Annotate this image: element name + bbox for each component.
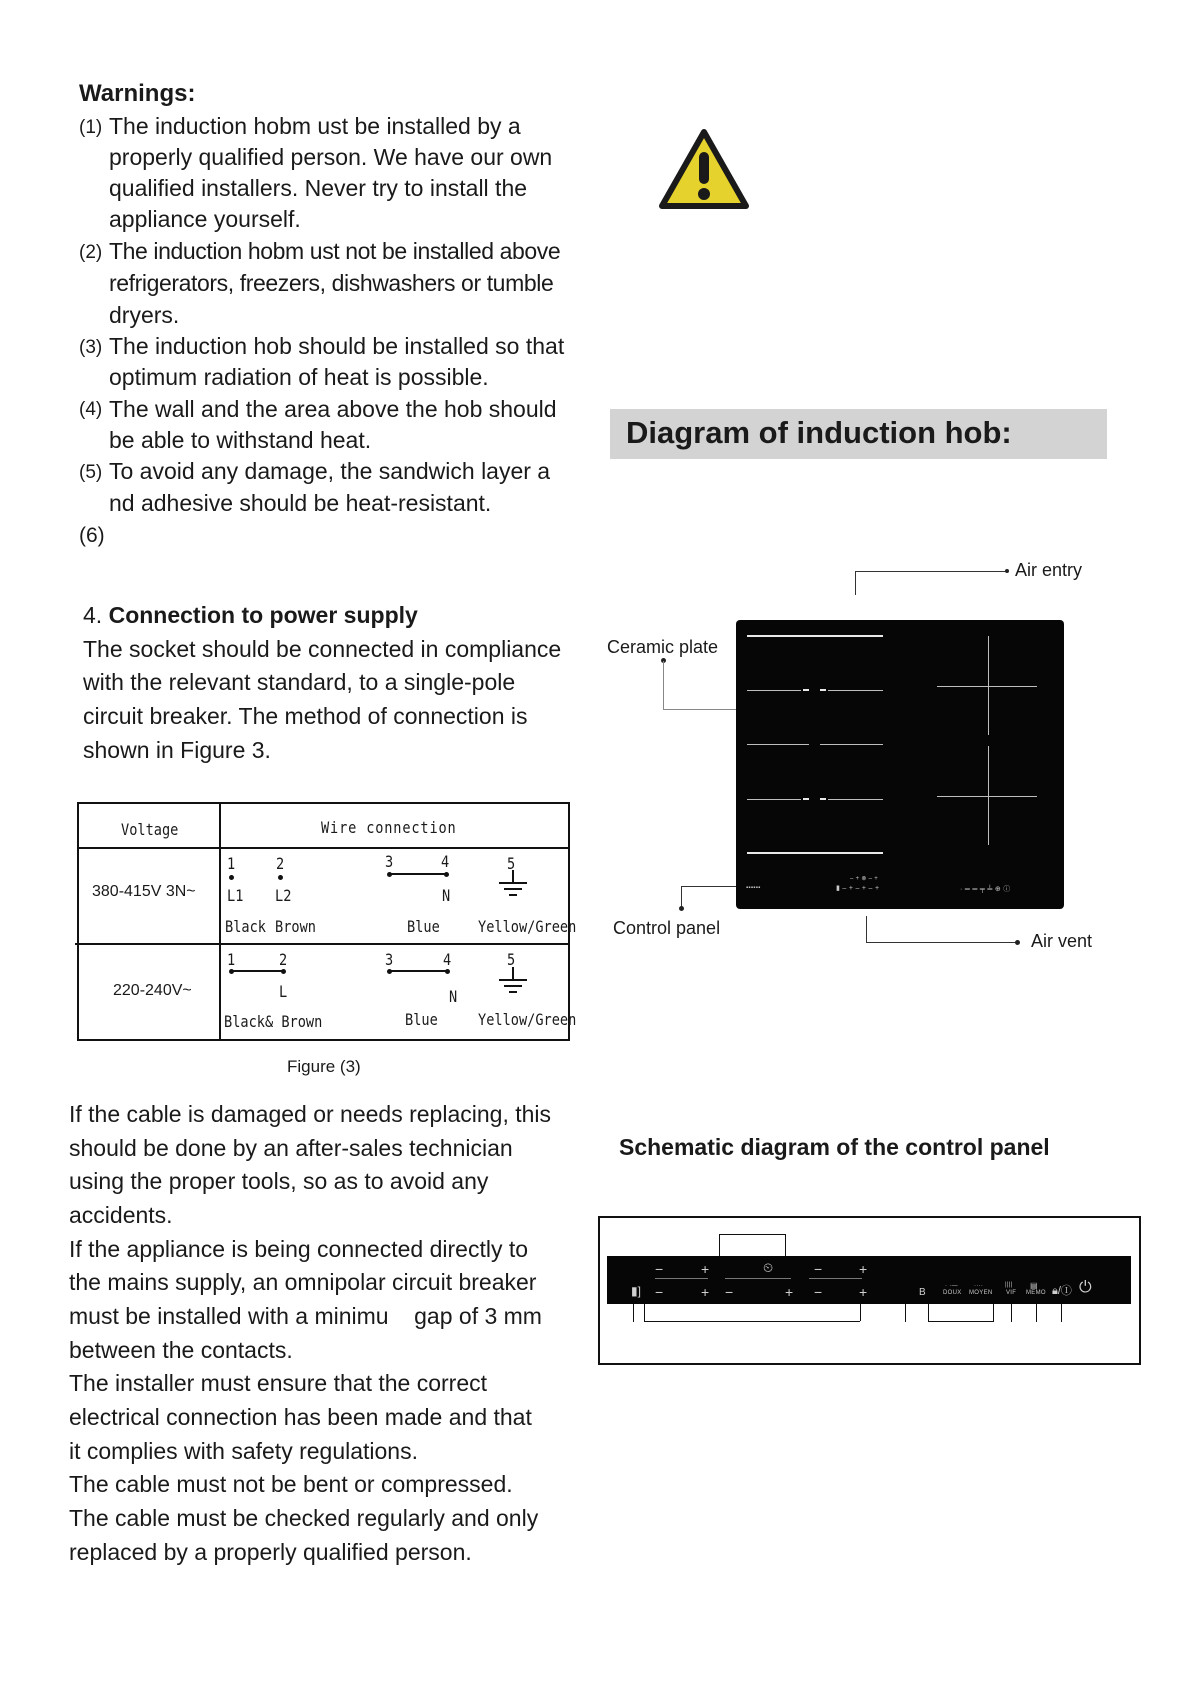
wire-color: Blue xyxy=(405,1010,438,1029)
callout-line xyxy=(644,1321,860,1322)
doux-dots: · ·— xyxy=(945,1283,958,1289)
warning-line: refrigerators, freezers, dishwashers or tumble xyxy=(109,270,554,296)
body-line: The cable must be checked regularly and only xyxy=(69,1505,539,1531)
wire-color: Black& Brown xyxy=(224,1012,323,1031)
warning-line: dryers. xyxy=(109,302,180,328)
wire-color: Yellow/Green xyxy=(478,1010,577,1029)
control-panel-leader xyxy=(681,886,682,908)
warning-number: (5) xyxy=(79,462,103,483)
slider-track xyxy=(655,1278,708,1279)
warning-number: (1) xyxy=(79,117,103,138)
zone-cross xyxy=(937,796,1037,797)
zone-cross xyxy=(937,686,1037,687)
plus-button[interactable]: + xyxy=(701,1261,710,1277)
callout-line xyxy=(928,1321,994,1322)
zone-line xyxy=(828,799,883,800)
warning-line: The induction hobm ust be installed by a xyxy=(109,113,521,139)
zone-line xyxy=(747,635,883,637)
body-line: If the cable is damaged or needs replacing, this xyxy=(69,1101,552,1127)
control-panel-label: Control panel xyxy=(613,918,721,938)
table-divider xyxy=(219,804,221,1039)
body-line: The installer must ensure that the correct xyxy=(69,1370,488,1396)
air-entry-label: Air entry xyxy=(1015,560,1083,580)
doux-button[interactable]: DOUX xyxy=(943,1290,962,1296)
phase-label: N xyxy=(442,886,451,905)
warning-line: The induction hobm ust not be installed above xyxy=(109,238,561,264)
body-line: between the contacts. xyxy=(69,1337,293,1363)
table-divider xyxy=(75,943,568,945)
slider-track xyxy=(809,1278,862,1279)
mini-controls: · ═ ═ ╤ ╧ ⊕ ⓘ xyxy=(960,886,1011,893)
moyen-dots: ···· xyxy=(974,1283,984,1289)
callout-line xyxy=(1011,1304,1012,1322)
body-line: should be done by an after-sales technician xyxy=(69,1135,513,1161)
body-line: If the appliance is being connected directly to xyxy=(69,1236,529,1262)
minus-button[interactable]: − xyxy=(655,1261,664,1277)
warning-number: (6) xyxy=(79,524,105,547)
air-entry-leader xyxy=(855,571,1007,572)
warning-number: (2) xyxy=(79,242,103,263)
body-line: using the proper tools, so as to avoid any xyxy=(69,1168,489,1194)
plus-button[interactable]: + xyxy=(701,1284,710,1300)
minus-button[interactable]: − xyxy=(814,1261,823,1277)
phase-label: N xyxy=(449,987,458,1006)
body-line: must be installed with a minimu gap of 3 mm xyxy=(69,1303,542,1329)
callout-line xyxy=(928,1304,929,1321)
body-line: replaced by a properly qualified person. xyxy=(69,1539,472,1565)
warning-triangle-icon xyxy=(658,128,750,210)
zone-mark xyxy=(820,798,826,800)
ceramic-plate-leader xyxy=(663,661,664,710)
ground-icon xyxy=(496,967,530,997)
ground-icon xyxy=(496,870,530,900)
terminal-number: 1 xyxy=(227,854,236,873)
body-line: it complies with safety regulations. xyxy=(69,1438,418,1464)
body-line: accidents. xyxy=(69,1202,173,1228)
mini-controls: ▮ – + – + – + xyxy=(836,885,880,892)
warning-line: be able to withstand heat. xyxy=(109,427,372,453)
memo-icon: ▤ xyxy=(1030,1281,1038,1290)
terminal-number: 2 xyxy=(276,854,285,873)
leader-dot xyxy=(679,906,684,911)
callout-line xyxy=(633,1304,634,1322)
terminal-number: 3 xyxy=(385,852,394,871)
callout-line xyxy=(1061,1304,1062,1322)
zone-line xyxy=(747,799,801,800)
plus-button[interactable]: + xyxy=(859,1261,868,1277)
wire-connection-table xyxy=(77,802,577,1041)
intro-line: shown in Figure 3. xyxy=(83,737,271,763)
power-icon[interactable]: ⏻ xyxy=(1079,1279,1092,1296)
control-panel-bar xyxy=(607,1256,1131,1304)
warning-line: qualified installers. Never try to install the xyxy=(109,175,528,201)
timer-bracket xyxy=(785,1234,786,1256)
memo-button[interactable]: MEMO xyxy=(1026,1290,1046,1296)
terminal-number: 5 xyxy=(507,854,516,873)
zone-mark xyxy=(803,689,809,691)
callout-line xyxy=(644,1304,645,1321)
terminal-number: 1 xyxy=(227,950,236,969)
zone-select-icon[interactable]: ▮] xyxy=(631,1284,641,1298)
bridge-wire xyxy=(231,970,283,972)
terminal-number: 5 xyxy=(507,950,516,969)
intro-line: with the relevant standard, to a single-pole xyxy=(83,669,516,695)
body-line: electrical connection has been made and that xyxy=(69,1404,532,1430)
callout-line xyxy=(1036,1304,1037,1322)
warning-line: properly qualified person. We have our own xyxy=(109,144,553,170)
leader-dot xyxy=(1015,940,1020,945)
phase-label: L1 xyxy=(227,886,244,905)
zone-line xyxy=(747,690,801,691)
minus-button[interactable]: − xyxy=(814,1284,823,1300)
phase-label: L2 xyxy=(275,886,292,905)
intro-line: circuit breaker. The method of connection is xyxy=(83,703,528,729)
air-vent-leader xyxy=(866,942,1016,943)
phase-label: L xyxy=(279,982,288,1001)
minus-button[interactable]: − xyxy=(655,1284,664,1300)
air-vent-label: Air vent xyxy=(1031,931,1093,951)
zone-line xyxy=(747,744,809,745)
air-vent-leader xyxy=(866,916,867,942)
section-heading xyxy=(83,600,418,631)
ceramic-plate-label: Ceramic plate xyxy=(607,637,719,657)
terminal-number: 4 xyxy=(443,950,452,969)
control-panel-title: Schematic diagram of the control panel xyxy=(619,1134,1050,1160)
warning-line: The wall and the area above the hob should xyxy=(109,396,557,422)
section-title: Connection to power supply xyxy=(108,602,418,628)
bridge-wire xyxy=(389,873,446,875)
timer-bracket xyxy=(719,1234,786,1235)
wire-color: Blue xyxy=(407,917,440,936)
zone-mark xyxy=(820,689,826,691)
warning-number: (3) xyxy=(79,337,103,358)
callout-line xyxy=(905,1304,906,1322)
terminal-number: 2 xyxy=(279,950,288,969)
section-number: 4. xyxy=(83,602,103,628)
wire-color: Brown xyxy=(275,917,316,936)
moyen-button[interactable]: MOYEN xyxy=(969,1290,993,1296)
zone-line xyxy=(820,744,883,745)
voltage-value: 220-240V~ xyxy=(113,982,192,999)
mini-controls: – + ⊗ – + xyxy=(850,876,879,882)
warning-line: The induction hob should be installed so that xyxy=(109,333,565,359)
terminal-number: 3 xyxy=(385,950,394,969)
voltage-value: 380-415V 3N~ xyxy=(92,883,196,900)
terminal-dot xyxy=(278,875,283,880)
wire-color: Black xyxy=(225,917,266,936)
warning-line: optimum radiation of heat is possible. xyxy=(109,364,489,390)
timer-bracket xyxy=(719,1234,720,1256)
wire-color: Yellow/Green xyxy=(478,917,577,936)
induction-hob xyxy=(736,620,1064,909)
plus-button[interactable]: + xyxy=(785,1284,794,1300)
column-header-voltage: Voltage xyxy=(121,820,179,839)
table-divider xyxy=(79,847,568,849)
body-line: the mains supply, an omnipolar circuit breaker xyxy=(69,1269,537,1295)
zone-line xyxy=(828,690,883,691)
bridge-wire xyxy=(389,970,447,972)
warning-line: To avoid any damage, the sandwich layer a xyxy=(109,458,551,484)
leader-dot xyxy=(1005,569,1009,573)
callout-line xyxy=(860,1304,861,1321)
warning-line: nd adhesive should be heat-resistant. xyxy=(109,490,492,516)
terminal-dot xyxy=(229,875,234,880)
warning-number: (4) xyxy=(79,399,103,420)
zone-mark xyxy=(803,798,809,800)
column-header-wire: Wire connection xyxy=(321,818,457,837)
lock-pause-icon[interactable]: 🔒︎/Ⓘ xyxy=(1052,1285,1072,1297)
terminal-number: 4 xyxy=(441,852,450,871)
vif-button[interactable]: VIF xyxy=(1006,1290,1017,1296)
vif-bars: |||| xyxy=(1005,1282,1013,1288)
intro-line: The socket should be connected in compliance xyxy=(83,636,562,662)
boost-button[interactable]: B xyxy=(919,1287,926,1298)
hob-diagram-title: Diagram of induction hob: xyxy=(626,415,1012,450)
control-panel-leader xyxy=(681,886,736,887)
timer-icon[interactable]: ⏲ xyxy=(763,1260,774,1275)
figure-caption: Figure (3) xyxy=(287,1057,361,1076)
body-line: The cable must not be bent or compressed. xyxy=(69,1471,513,1497)
brand-mark: ▪▪▪▪▪▪ xyxy=(746,885,761,891)
zone-line xyxy=(747,852,883,854)
plus-button[interactable]: + xyxy=(859,1284,868,1300)
air-entry-leader xyxy=(855,571,856,595)
warning-line: appliance yourself. xyxy=(109,206,301,232)
warnings-title: Warnings: xyxy=(79,80,196,107)
slider-track xyxy=(725,1278,791,1279)
callout-line xyxy=(993,1304,994,1321)
ceramic-plate-leader xyxy=(663,709,736,710)
minus-button[interactable]: − xyxy=(725,1284,734,1300)
